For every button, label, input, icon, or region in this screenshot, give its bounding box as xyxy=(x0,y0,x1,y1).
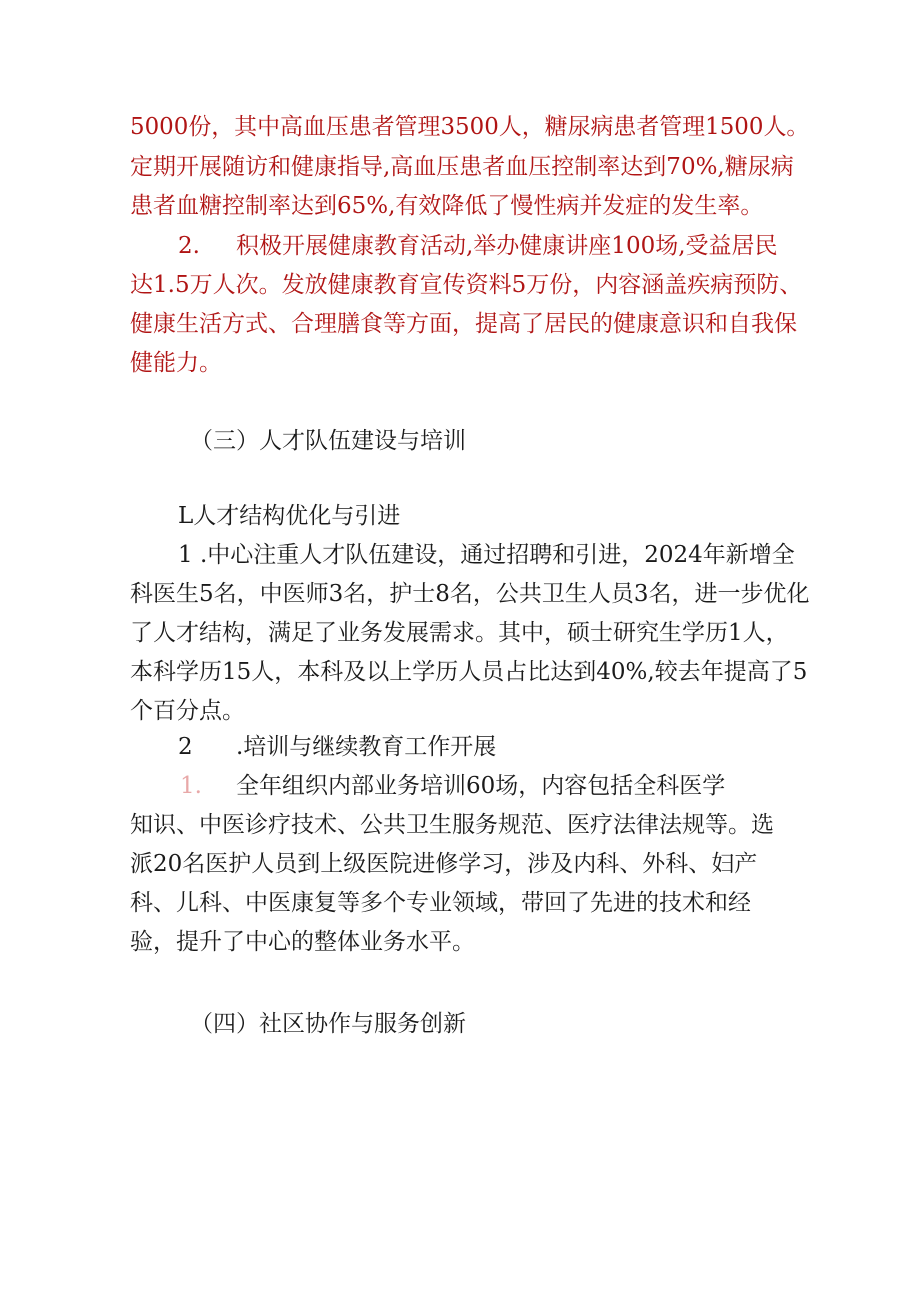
body-text-line: 本科学历15人，本科及以上学历人员占比达到40%,较去年提高了5 xyxy=(130,659,808,685)
list-number: 1. xyxy=(180,773,202,799)
body-text-line: 患者血糖控制率达到65%,有效降低了慢性病并发症的发生率。 xyxy=(130,193,764,219)
body-text-line: 达1.5万人次。发放健康教育宣传资料5万份，内容涵盖疾病预防、 xyxy=(130,272,803,298)
body-text-line: 健康生活方式、合理膳食等方面，提高了居民的健康意识和自我保 xyxy=(130,311,797,337)
body-text-line: 1 .中心注重人才队伍建设，通过招聘和引进，2024年新增全 xyxy=(178,542,795,568)
body-text-line: 定期开展随访和健康指导,高血压患者血压控制率达到70%,糖尿病 xyxy=(130,154,794,180)
body-text-line: 全年组织内部业务培训60场，内容包括全科医学 xyxy=(236,773,726,799)
body-text-line: 健能力。 xyxy=(130,350,222,376)
section-heading: （四）社区协作与服务创新 xyxy=(190,1011,466,1037)
body-text-line: 积极开展健康教育活动,举办健康讲座100场,受益居民 xyxy=(236,233,778,259)
section-heading: （三）人才队伍建设与培训 xyxy=(190,428,466,454)
body-text-line: 科、儿科、中医康复等多个专业领域，带回了先进的技术和经 xyxy=(130,890,751,916)
subsection-title: .培训与继续教育工作开展 xyxy=(236,734,497,760)
body-text-line: 派20名医护人员到上级医院进修学习，涉及内科、外科、妇产 xyxy=(130,851,758,877)
body-text-line: 验，提升了中心的整体业务水平。 xyxy=(130,929,475,955)
list-number: 2. xyxy=(178,233,200,259)
body-text-line: 了人才结构，满足了业务发展需求。其中，硕士研究生学历1人， xyxy=(130,620,789,646)
body-text-line: 知识、中医诊疗技术、公共卫生服务规范、医疗法律法规等。选 xyxy=(130,812,774,838)
subsection-title: L人才结构优化与引进 xyxy=(178,503,401,529)
body-text-line: 科医生5名，中医师3名，护士8名，公共卫生人员3名，进一步优化 xyxy=(130,581,810,607)
body-text-line: 5000份，其中高血压患者管理3500人，糖尿病患者管理1500人。 xyxy=(130,114,810,140)
subsection-number: 2 xyxy=(178,734,193,760)
body-text-line: 个百分点。 xyxy=(130,698,245,724)
